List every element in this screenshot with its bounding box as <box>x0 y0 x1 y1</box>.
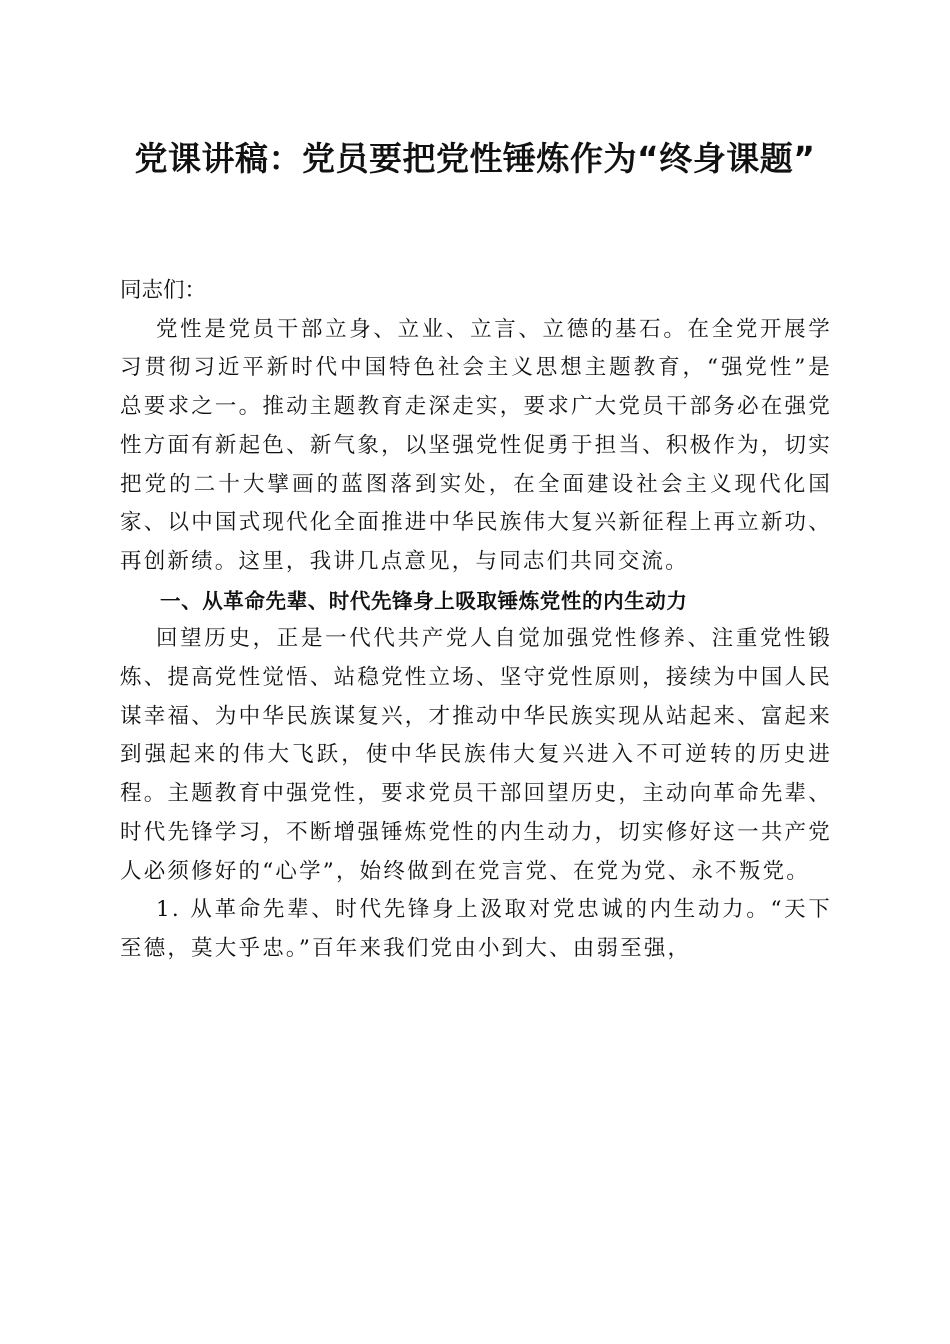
subsection-1-1-paragraph: 1. 从革命先辈、时代先锋身上汲取对党忠诚的内生动力。“天下至德，莫大乎忠。”百年来我们党由小到大、由弱至强， <box>120 897 832 961</box>
intro-paragraph: 党性是党员干部立身、立业、立言、立德的基石。在全党开展学习贯彻习近平新时代中国特色社会主义思想主题教育，“强党性”是总要求之一。推动主题教育走深走实，要求广大党员干部务必在强党性方面有新起色、新气象，以坚强党性促勇于担当、积极作为，切实把党的二十大擘画的蓝图落到实处，在全面建设社会主义现代化国家、以中国式现代化全面推进中华民族伟大复兴新征程上再立新功、再创新绩。这里，我讲几点意见，与同志们共同交流。 <box>120 316 832 574</box>
section-1-paragraph: 回望历史，正是一代代共产党人自觉加强党性修养、注重党性锻炼、提高党性觉悟、站稳党性立场、坚守党性原则，接续为中国人民谋幸福、为中华民族谋复兴，才推动中华民族实现从站起来、富起来到强起来的伟大飞跃，使中华民族伟大复兴进入不可逆转的历史进程。主题教育中强党性，要求党员干部回望历史，主动向革命先辈、时代先锋学习，不断增强锤炼党性的内生动力，切实修好这一共产党人必须修好的“心学”，始终做到在党言党、在党为党、永不叛党。 <box>120 626 832 884</box>
document-title: 党课讲稿：党员要把党性锤炼作为“终身课题” <box>134 139 816 178</box>
document-body <box>120 272 832 969</box>
greeting: 同志们： <box>120 278 207 303</box>
section-heading-1: 一、从革命先辈、时代先锋身上吸取锤炼党性的内生动力 <box>160 588 688 613</box>
